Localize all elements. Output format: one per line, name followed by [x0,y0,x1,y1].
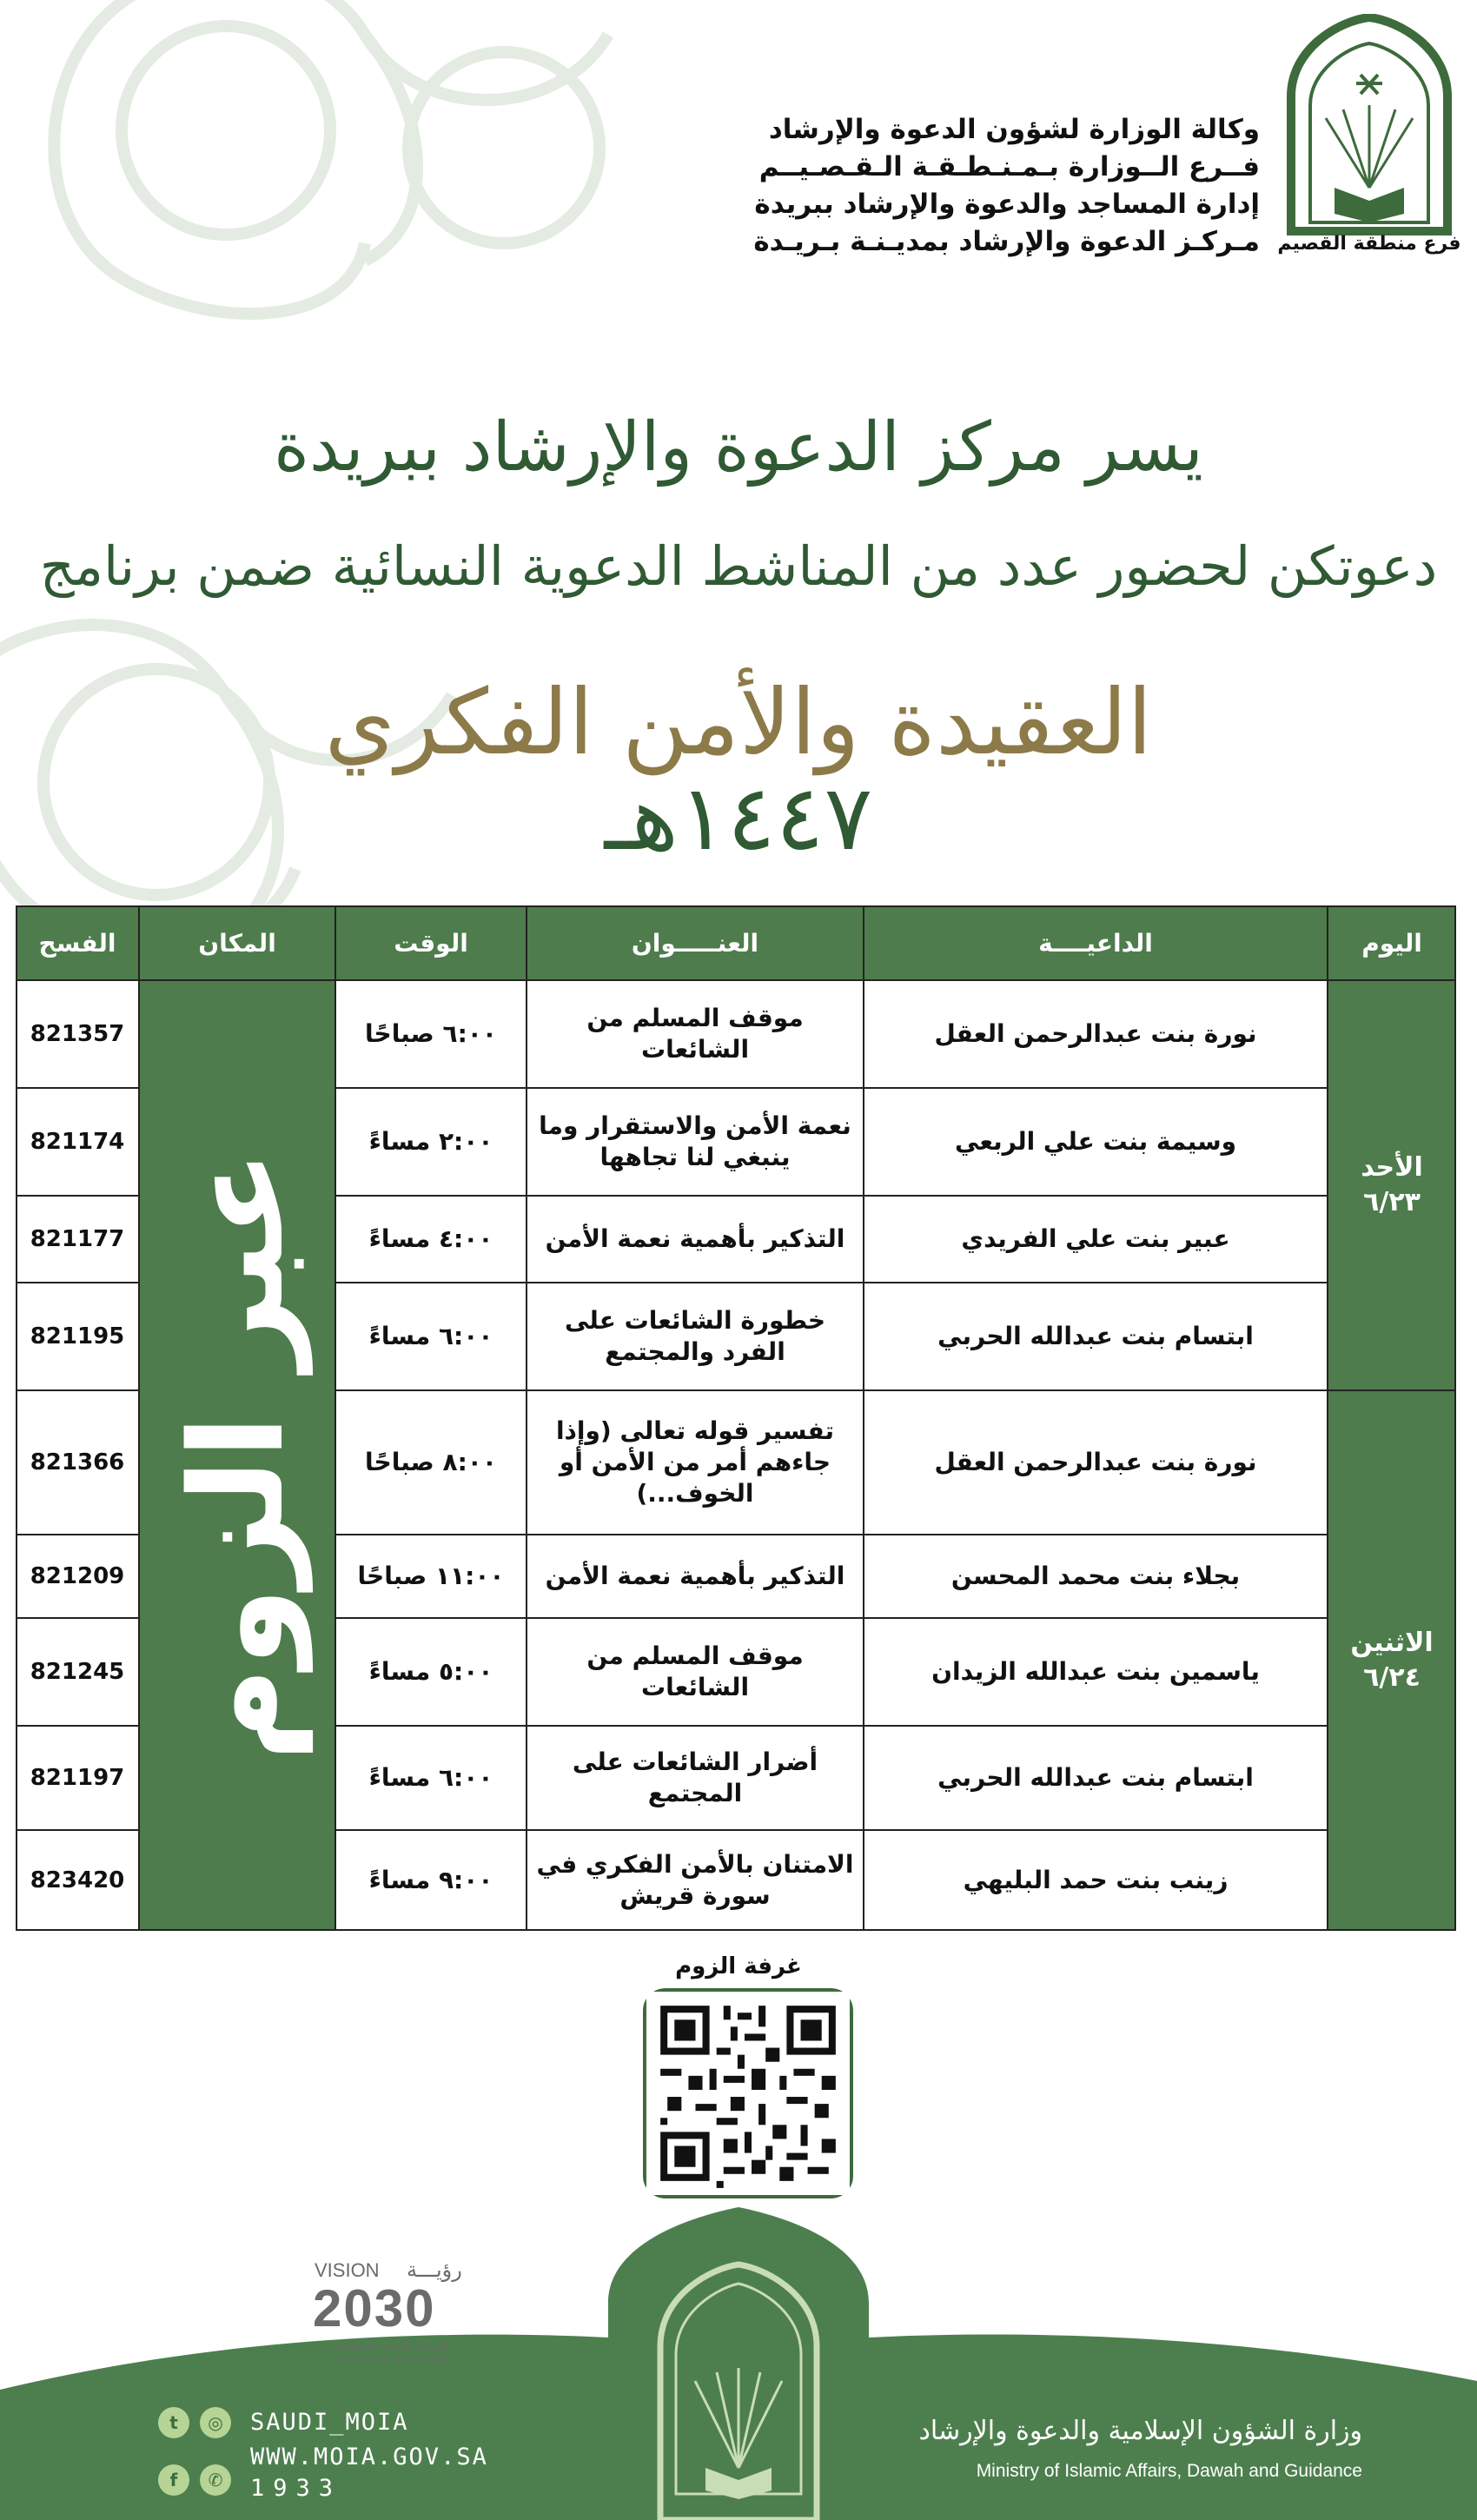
vision-2030-logo [313,2259,478,2368]
preacher-cell: نورة بنت عبدالرحمن العقل [934,1019,1257,1048]
vision-country-en: KINGDOM OF SAUDI ARABIA [339,2355,447,2364]
table-border [16,979,1456,981]
code-cell: 821195 [30,1323,125,1350]
header-preacher: الداعيــــة [864,905,1328,980]
vision-word-en: VISION [315,2259,380,2281]
table-border [335,1087,1328,1089]
preacher-cell: بجلاء بنت محمد المحسن [950,1562,1241,1590]
zoom-qr-code[interactable] [643,1988,853,2198]
header-title: العنـــــوان [527,905,864,980]
title-cell: أضرار الشائعات على المجتمع [572,1747,818,1807]
day-date: ٦/٢٤ [1363,1662,1421,1693]
title-line-1: يسر مركز الدعوة والإرشاد ببريدة [274,408,1203,487]
preacher-cell: زينب بنت حمد البليهي [963,1866,1229,1894]
vision-year: 2030 [313,2279,436,2338]
time-cell: ٦:٠٠ صباحًا [365,1019,497,1048]
branch-logo-caption: فرع منطقة القصيم [1277,233,1461,255]
program-year: ١٤٤٧هـ [604,765,873,871]
title-cell: الامتنان بالأمن الفكري في سورة قريش [536,1850,854,1910]
time-cell: ٦:٠٠ مساءً [368,1763,493,1792]
time-cell: ١١:٠٠ صباحًا [357,1562,505,1590]
header-line-4: مـركـز الدعوة والإرشاد بمديـنـة بـريـدة [753,226,1260,257]
website-link[interactable]: WWW.MOIA.GOV.SA [250,2444,488,2470]
preacher-cell: ياسمين بنت عبدالله الزيدان [931,1657,1260,1686]
phone-icon[interactable]: ✆ [200,2464,231,2496]
code-cell: 821209 [30,1563,125,1589]
table-border [335,1725,1328,1727]
header-line-3: إدارة المساجد والدعوة والإرشاد ببريدة [754,189,1260,220]
code-cell: 821174 [30,1129,125,1155]
title-cell: نعمة الأمن والاستقرار وما ينبغي لنا تجاهها [539,1111,851,1171]
table-border [16,1534,139,1535]
table-border [335,1617,1328,1619]
table-border [526,905,527,1931]
table-border [1327,905,1328,1931]
social-handle[interactable]: SAUDI_MOIA [250,2409,409,2436]
preacher-cell: وسيمة بنت علي الربعي [955,1127,1237,1156]
instagram-icon[interactable]: ◎ [200,2407,231,2438]
table-border [16,1087,139,1089]
place-cell [139,980,335,1931]
schedule-table [16,905,1456,1931]
hotline-number[interactable]: 1933 [250,2475,342,2502]
table-border [335,1282,1328,1283]
title-cell: التذكير بأهمية نعمة الأمن [545,1562,845,1590]
header-day: اليوم [1328,905,1456,980]
title-cell: تفسير قوله تعالى (وإذا جاءهم أمر من الأمن أو الخوف...) [555,1416,835,1508]
program-title: العقيدة والأمن الفكري [324,669,1153,775]
zoom-room-label: غرفة الزوم [675,1953,802,1980]
time-cell: ٩:٠٠ مساءً [368,1866,493,1894]
header-place: المكان [139,905,335,980]
time-cell: ٤:٠٠ مساءً [368,1224,493,1253]
preacher-cell: نورة بنت عبدالرحمن العقل [934,1448,1257,1476]
table-border [16,1829,139,1831]
preacher-cell: عبير بنت علي الفريدي [961,1224,1230,1253]
header-lines [652,111,1260,261]
ministry-name-ar: وزارة الشؤون الإسلامية والدعوة والإرشاد [918,2416,1362,2446]
title-cell: موقف المسلم من الشائعات [586,1004,804,1064]
table-border [16,1195,139,1197]
time-cell: ٨:٠٠ صباحًا [365,1448,497,1476]
header-time: الوقت [335,905,527,980]
table-border [138,905,140,1931]
place-text: عبر الزوم [162,1150,312,1761]
qr-pattern [646,1992,850,2195]
table-border [16,1617,139,1619]
vision-country-ar: المملكة العربية السعودية [334,2339,452,2352]
code-cell: 823420 [30,1867,125,1893]
table-border [16,1389,139,1391]
ministry-name-en: Ministry of Islamic Affairs, Dawah and Guidance [976,2461,1362,2481]
title-cell: خطورة الشائعات على الفرد والمجتمع [564,1306,826,1366]
table-border [863,905,864,1931]
day-cell [1328,980,1456,1390]
table-border [334,905,336,1931]
code-cell: 821366 [30,1449,125,1476]
day-date: ٦/٢٣ [1363,1187,1421,1217]
table-border [16,1725,139,1727]
header-line-1: وكالة الوزارة لشؤون الدعوة والإرشاد [768,114,1260,145]
header-code: الفسح [16,905,139,980]
table-border [335,1829,1328,1831]
day-cell [1328,1390,1456,1931]
table-border [16,905,1456,907]
table-border [16,905,17,1931]
code-cell: 821357 [30,1021,125,1047]
table-border [16,1282,139,1283]
table-border [335,1534,1328,1535]
title-cell: التذكير بأهمية نعمة الأمن [545,1224,845,1253]
preacher-cell: ابتسام بنت عبدالله الحربي [937,1763,1254,1792]
title-cell: موقف المسلم من الشائعات [586,1641,804,1701]
facebook-icon[interactable]: f [158,2464,189,2496]
table-border [335,1389,1456,1391]
code-cell: 821197 [30,1765,125,1791]
code-cell: 821245 [30,1659,125,1685]
header-line-2: فــرع الــوزارة بـمـنـطـقـة الـقـصـيــم [758,151,1260,182]
code-cell: 821177 [30,1226,125,1252]
time-cell: ٢:٠٠ مساءً [368,1127,493,1156]
title-line-2: دعوتكن لحضور عدد من المناشط الدعوية النسائية ضمن برنامج [39,534,1438,598]
table-border [335,1195,1328,1197]
table-border [16,1929,1456,1931]
time-cell: ٦:٠٠ مساءً [368,1322,493,1350]
time-cell: ٥:٠٠ مساءً [368,1657,493,1686]
day-name: الأحد [1361,1152,1423,1183]
day-name: الاثنين [1350,1628,1434,1658]
table-border [1454,905,1456,1931]
preacher-cell: ابتسام بنت عبدالله الحربي [937,1322,1254,1350]
vision-word-ar: رؤيـــة [407,2258,462,2282]
twitter-icon[interactable]: t [158,2407,189,2438]
